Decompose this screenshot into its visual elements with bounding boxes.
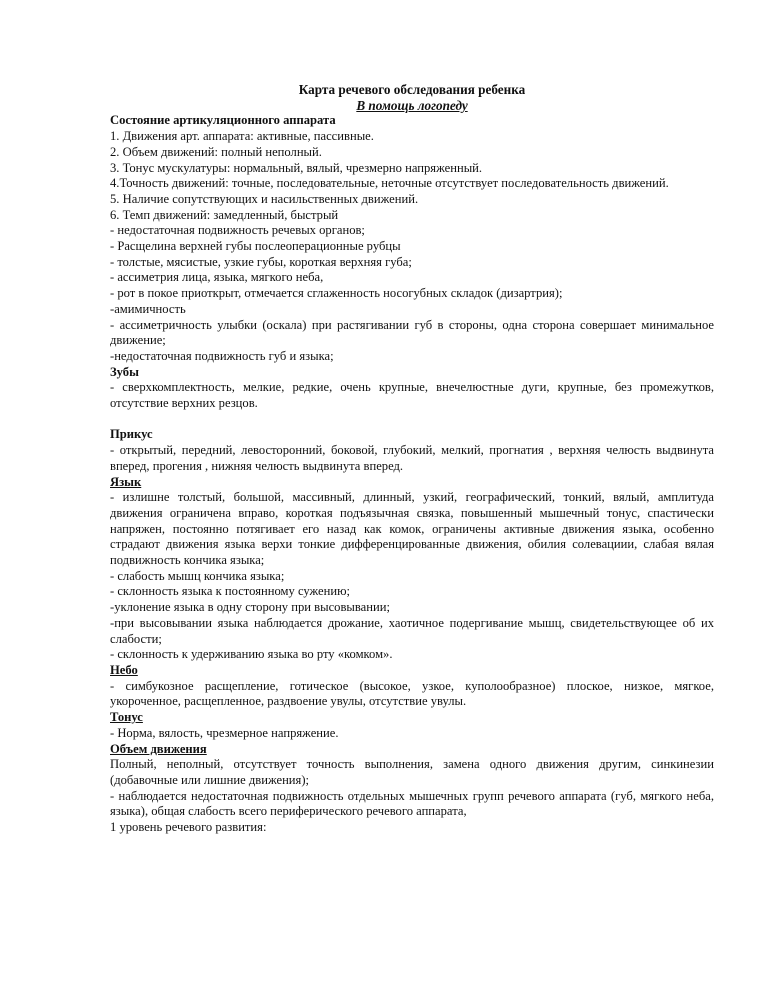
section-heading-palate: Небо (110, 663, 138, 677)
list-item: -амимичность (110, 301, 186, 316)
list-item: - излишне толстый, большой, массивный, длинный, узкий, географический, тонкий, вялый, амплитуда движения ограничена вправо, короткая подъязычная связка, повышенный мышечный тонус, спастически напряжен, постоянно потягивает его назад как комок, ограничены активные движения языка, особенно страдают движения языка верхи тонкие дифференцированные движения, обилия солевациии, слабая вялая подвижность кончика языка; (110, 490, 714, 568)
list-item: - ассиметрия лица, языка, мягкого неба, (110, 270, 324, 285)
list-item: 6. Темп движений: замедленный, быстрый (110, 207, 339, 222)
section-heading-tone: Тонус (110, 710, 143, 725)
document-body (110, 82, 714, 836)
list-item: - склонность языка к постоянному сужению; (110, 584, 351, 599)
section-heading-movement-volume: Объем движения (110, 741, 207, 756)
document-subtitle: В помощь логопеду (356, 97, 468, 113)
list-item: - открытый, передний, левосторонний, боковой, глубокий, мелкий, прогнатия , верхняя челюсть выдвинута вперед, прогения , нижняя челюсть выдвинута вперед. (110, 443, 714, 473)
list-item: 1 уровень речевого развития: (110, 820, 267, 835)
list-item: -при высовывании языка наблюдается дрожание, хаотичное подергивание мышц, свидетельствующее об их слабости; (110, 615, 714, 646)
section-heading-bite: Прикус (110, 427, 153, 442)
section-heading-articulation: Состояние артикуляционного аппарата (110, 113, 336, 128)
list-item: - наблюдается недостаточная подвижность отдельных мышечных групп речевого аппарата (губ, мягкого неба, языка), общая слабость всего периферического речевого аппарата, (110, 788, 714, 819)
list-item: 2. Объем движений: полный неполный. (110, 144, 322, 159)
document-title: Карта речевого обследования ребенка (298, 82, 526, 97)
list-item: - недостаточная подвижность речевых органов; (110, 223, 365, 238)
list-item: 5. Наличие сопутствующих и насильственных движений. (110, 191, 419, 206)
list-item: 3. Тонус мускулатуры: нормальный, вялый, чрезмерно напряженный. (110, 160, 483, 175)
list-item: - Расщелина верхней губы послеоперационные рубцы (110, 239, 401, 254)
list-item: - симбукозное расщепление, готическое (высокое, узкое, куполообразное) плоское, низкое, мягкое, укороченное, расщепленное, раздвоение увулы, отсутствие увулы. (110, 678, 714, 709)
list-item: - слабость мышц кончика языка; (110, 568, 285, 583)
list-item: - рот в покое приоткрыт, отмечается сглаженность носогубных складок (дизартрия); (110, 286, 563, 301)
list-item: 1. Движения арт. аппарата: активные, пассивные. (110, 129, 374, 144)
list-item: - склонность к удерживанию языка во рту «комком». (110, 647, 393, 662)
list-item: - ассиметричность улыбки (оскала) при растягивании губ в стороны, одна сторона совершает минимальное движение; (110, 317, 714, 348)
list-item: 4.Точность движений: точные, последовательные, неточные отсутствует последовательность движений. (110, 176, 669, 191)
section-heading-tongue: Язык (110, 474, 142, 489)
list-item: - толстые, мясистые, узкие губы, короткая верхняя губа; (110, 254, 412, 269)
list-item: -недостаточная подвижность губ и языка; (110, 348, 334, 363)
list-item: -уклонение языка в одну сторону при высовывании; (110, 600, 390, 615)
blank-line (110, 412, 714, 428)
list-item: - сверхкомплектность, мелкие, редкие, очень крупные, внечелюстные дуги, крупные, без промежутков, отсутствие верхних резцов. (110, 380, 714, 411)
list-item: - Норма, вялость, чрезмерное напряжение. (110, 725, 339, 740)
list-item: Полный, неполный, отсутствует точность выполнения, замена одного движения другим, синкинезии (добавочные или лишние движения); (110, 757, 714, 787)
section-heading-teeth: Зубы (110, 364, 139, 379)
